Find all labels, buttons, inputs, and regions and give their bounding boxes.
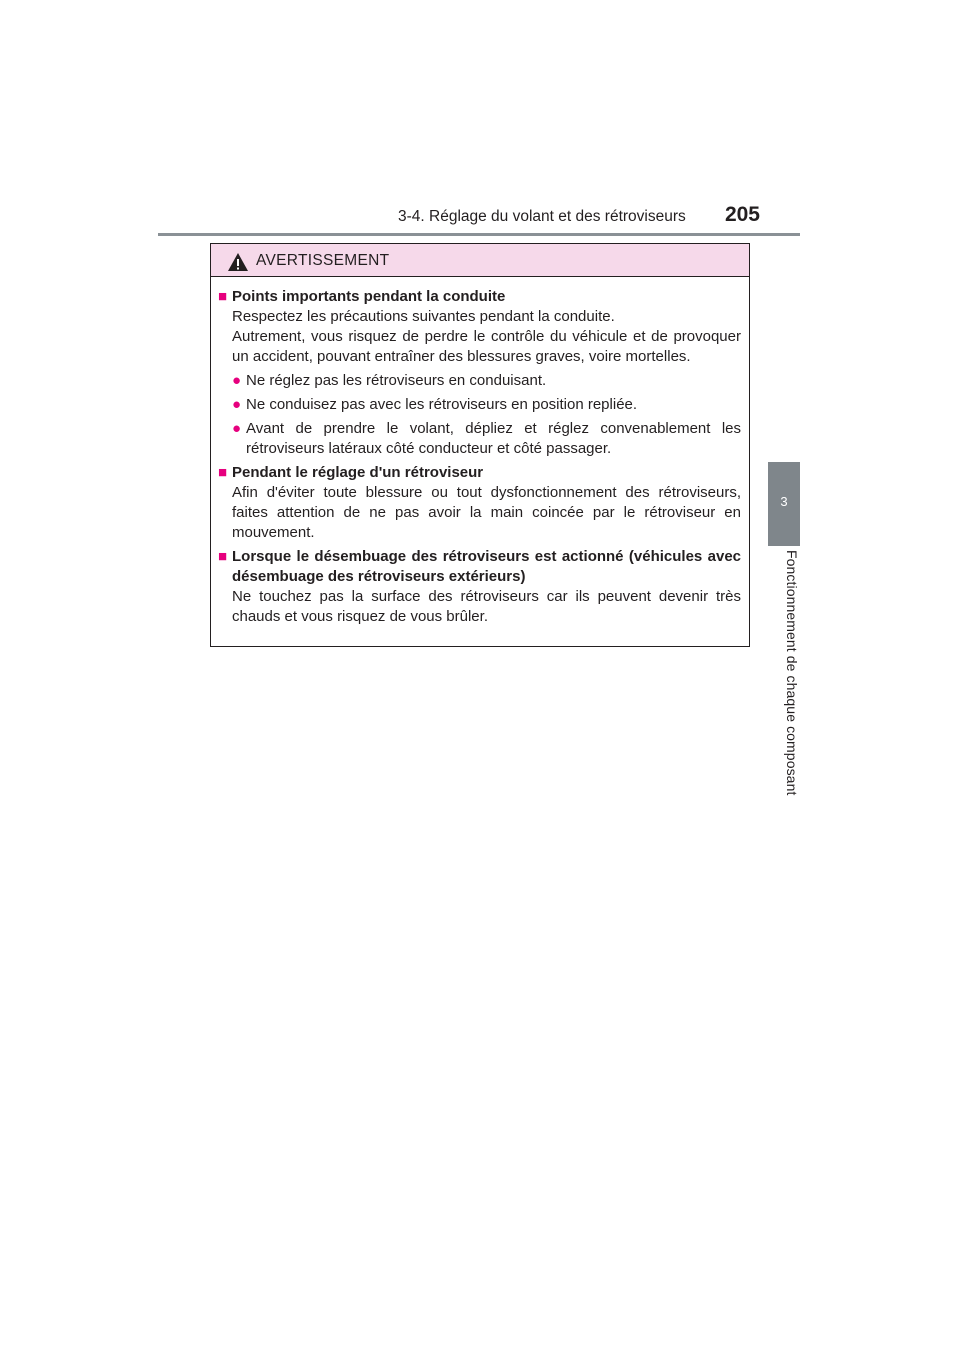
dot-bullet-icon: ● — [232, 396, 242, 413]
section-title: 3-4. Réglage du volant et des rétroviseurs — [398, 208, 686, 225]
square-bullet-icon: ■ — [218, 464, 228, 481]
list-item: ● Avant de prendre le volant, dépliez et réglez convenablement les rétroviseurs latéraux côté conducteur et côté passager. — [232, 420, 741, 457]
paragraph: Ne touchez pas la surface des rétroviseurs car ils peuvent devenir très chauds et vous risquez de vous brûler. — [232, 588, 741, 625]
warning-triangle-icon — [227, 252, 249, 272]
paragraph: Respectez les précautions suivantes pendant la conduite. Autrement, vous risquez de perdre le contrôle du véhicule et de provoquer un accident, pouvant entraîner des blessures graves, voire mortelles. — [232, 308, 741, 365]
list-item: ● Ne conduisez pas avec les rétroviseurs en position repliée. — [232, 396, 638, 413]
dot-bullet-icon: ● — [232, 372, 242, 389]
warning-title: AVERTISSEMENT — [256, 252, 390, 269]
warning-section — [218, 547, 741, 627]
warning-section — [218, 287, 741, 459]
chapter-tab — [768, 462, 800, 546]
section-heading: ■ Points importants pendant la conduite — [218, 288, 506, 305]
page-number: 205 — [724, 203, 760, 226]
chapter-label: Fonctionnement de chaque composant — [784, 550, 800, 796]
warning-body — [211, 277, 749, 627]
warning-header — [211, 244, 749, 277]
section-heading: ■ Pendant le réglage d'un rétroviseur — [218, 464, 484, 481]
chapter-number: 3 — [780, 494, 788, 509]
header-rule — [158, 233, 800, 236]
paragraph: Afin d'éviter toute blessure ou tout dysfonctionnement des rétroviseurs, faites attention de ne pas avoir la main coincée par le rétroviseur en mouvement. — [232, 484, 741, 541]
page-header — [158, 203, 800, 235]
section-heading: ■ Lorsque le désembuage des rétroviseurs est actionné (véhicules avec désembuage des rétroviseurs extérieurs) — [218, 548, 741, 585]
square-bullet-icon: ■ — [218, 288, 228, 305]
square-bullet-icon: ■ — [218, 548, 228, 565]
list-item: ● Ne réglez pas les rétroviseurs en conduisant. — [232, 372, 547, 389]
warning-section — [218, 463, 741, 543]
warning-box — [210, 243, 750, 647]
dot-bullet-icon: ● — [232, 420, 242, 437]
